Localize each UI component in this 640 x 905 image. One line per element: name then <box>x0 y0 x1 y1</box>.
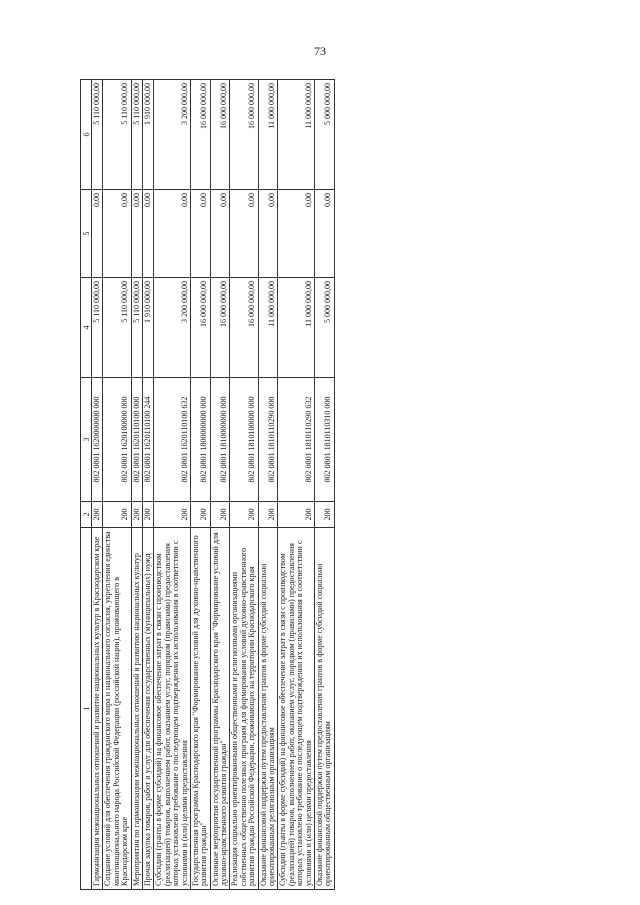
table-row <box>154 80 191 890</box>
row-value-6: 5 110 000,00 <box>92 80 103 190</box>
row-ved: 200 <box>230 502 258 528</box>
row-value-4: 1 910 000,00 <box>142 278 153 378</box>
row-code: 802 0801 1810110290 632 <box>278 378 315 502</box>
row-value-4: 11 000 000,00 <box>278 278 315 378</box>
row-value-5: 0,00 <box>230 190 258 278</box>
row-name: Мероприятия по гармонизации межнациональных отношений и развитию национальных культур <box>131 528 142 890</box>
row-value-6: 16 000 000,00 <box>210 80 230 190</box>
row-ved: 200 <box>92 502 103 528</box>
rotated-table-container <box>80 80 520 890</box>
row-value-5: 0,00 <box>210 190 230 278</box>
column-header-4: 4 <box>81 278 92 378</box>
table-row <box>278 80 315 890</box>
row-code: 802 0801 1810100000 000 <box>230 378 258 502</box>
row-code: 802 0801 1800000000 000 <box>190 378 210 502</box>
column-header-2: 2 <box>81 502 92 528</box>
row-code: 802 0801 1620100000 000 <box>103 378 131 502</box>
row-code: 802 0801 1810110290 000 <box>258 378 278 502</box>
row-name: Субсидии (гранты в форме субсидий) на финансовое обеспечение затрат в связи с производством (реализацией) товаров, выполнением работ, оказанием услуг, порядком (правилами) предоставления которых установлено требование о последующем подтверждении их использования в соответствии с условиями и (или) целями предоставления <box>154 528 191 890</box>
row-value-6: 5 000 000,00 <box>314 80 334 190</box>
row-value-6: 11 000 000,00 <box>258 80 278 190</box>
row-value-4: 16 000 000,00 <box>210 278 230 378</box>
row-value-6: 1 910 000,00 <box>142 80 153 190</box>
row-name: Реализация социально ориентированными общественными и религиозными организациями собственных общественно полезных программ для формирования условий духовно-нравственного развития граждан Российской Федерации, проживающих на территории Краснодарского края <box>230 528 258 890</box>
table-row <box>314 80 334 890</box>
table-row <box>258 80 278 890</box>
table-row <box>190 80 210 890</box>
row-code: 802 0801 1620000000 000 <box>92 378 103 502</box>
row-code: 802 0801 1810110310 000 <box>314 378 334 502</box>
row-name: Гармонизация межнациональных отношений и развитие национальных культур в Краснодарском крае <box>92 528 103 890</box>
table-row <box>131 80 142 890</box>
table-row <box>92 80 103 890</box>
row-value-4: 5 000 000,00 <box>314 278 334 378</box>
row-ved: 200 <box>210 502 230 528</box>
row-value-5: 0,00 <box>131 190 142 278</box>
column-header-1: 1 <box>81 528 92 890</box>
row-value-4: 3 200 000,00 <box>154 278 191 378</box>
row-value-6: 3 200 000,00 <box>154 80 191 190</box>
row-value-5: 0,00 <box>190 190 210 278</box>
row-value-4: 5 110 000,00 <box>92 278 103 378</box>
column-header-3: 3 <box>81 378 92 502</box>
row-ved: 200 <box>131 502 142 528</box>
row-name: Субсидии (гранты в форме субсидий) на финансовое обеспечение затрат в связи с производством (реализацией) товаров, выполнением работ, оказанием услуг, порядком (правилами) предоставления которых установлено требование о последующем подтверждении их использования в соответствии с условиями и (или) целями предоставления <box>278 528 315 890</box>
row-code: 802 0801 1810000000 000 <box>210 378 230 502</box>
row-value-5: 0,00 <box>92 190 103 278</box>
row-value-4: 16 000 000,00 <box>190 278 210 378</box>
row-name: Основные мероприятия государственной программы Краснодарского края "Формирование условий для духовно-нравственного развития граждан" <box>210 528 230 890</box>
page-number: 73 <box>314 44 326 58</box>
row-ved: 200 <box>103 502 131 528</box>
table-row <box>103 80 131 890</box>
row-value-4: 5 110 000,00 <box>103 278 131 378</box>
row-name: Оказание финансовой поддержки путем предоставления грантов в форме субсидий социально ориентированным общественным организациям <box>314 528 334 890</box>
table-row <box>142 80 153 890</box>
row-ved: 200 <box>314 502 334 528</box>
row-value-4: 5 110 000,00 <box>131 278 142 378</box>
row-ved: 200 <box>142 502 153 528</box>
row-name: Создание условий для обеспечения гражданского мира и национального согласия, укрепления единства многонационального народа Российской Федерации (российской нации), проживающего в Краснодарском крае <box>103 528 131 890</box>
row-value-6: 11 000 000,00 <box>278 80 315 190</box>
column-header-5: 5 <box>81 190 92 278</box>
row-value-6: 5 110 000,00 <box>103 80 131 190</box>
row-ved: 200 <box>258 502 278 528</box>
row-ved: 200 <box>278 502 315 528</box>
row-value-6: 16 000 000,00 <box>190 80 210 190</box>
row-value-6: 5 110 000,00 <box>131 80 142 190</box>
row-name: Оказание финансовой поддержки путем предоставления грантов в форме субсидий социально ориентированным религиозным организациям <box>258 528 278 890</box>
row-value-5: 0,00 <box>258 190 278 278</box>
row-value-4: 16 000 000,00 <box>230 278 258 378</box>
row-ved: 200 <box>190 502 210 528</box>
table-header-row <box>81 80 92 890</box>
row-name: Государственная программа Краснодарского края "Формирование условий для духовно-нравственного развития граждан" <box>190 528 210 890</box>
budget-table <box>80 79 335 890</box>
row-ved: 200 <box>154 502 191 528</box>
row-code: 802 0801 1620110100 244 <box>142 378 153 502</box>
column-header-6: 6 <box>81 80 92 190</box>
table-row <box>210 80 230 890</box>
row-code: 802 0801 1620110100 000 <box>131 378 142 502</box>
row-value-5: 0,00 <box>314 190 334 278</box>
row-name: Прочая закупка товаров, работ и услуг для обеспечения государственных (муниципальных) нужд <box>142 528 153 890</box>
row-value-5: 0,00 <box>278 190 315 278</box>
row-value-5: 0,00 <box>142 190 153 278</box>
table-row <box>230 80 258 890</box>
row-value-6: 16 000 000,00 <box>230 80 258 190</box>
row-value-5: 0,00 <box>154 190 191 278</box>
row-value-5: 0,00 <box>103 190 131 278</box>
row-code: 802 0801 1620110100 632 <box>154 378 191 502</box>
row-value-4: 11 000 000,00 <box>258 278 278 378</box>
